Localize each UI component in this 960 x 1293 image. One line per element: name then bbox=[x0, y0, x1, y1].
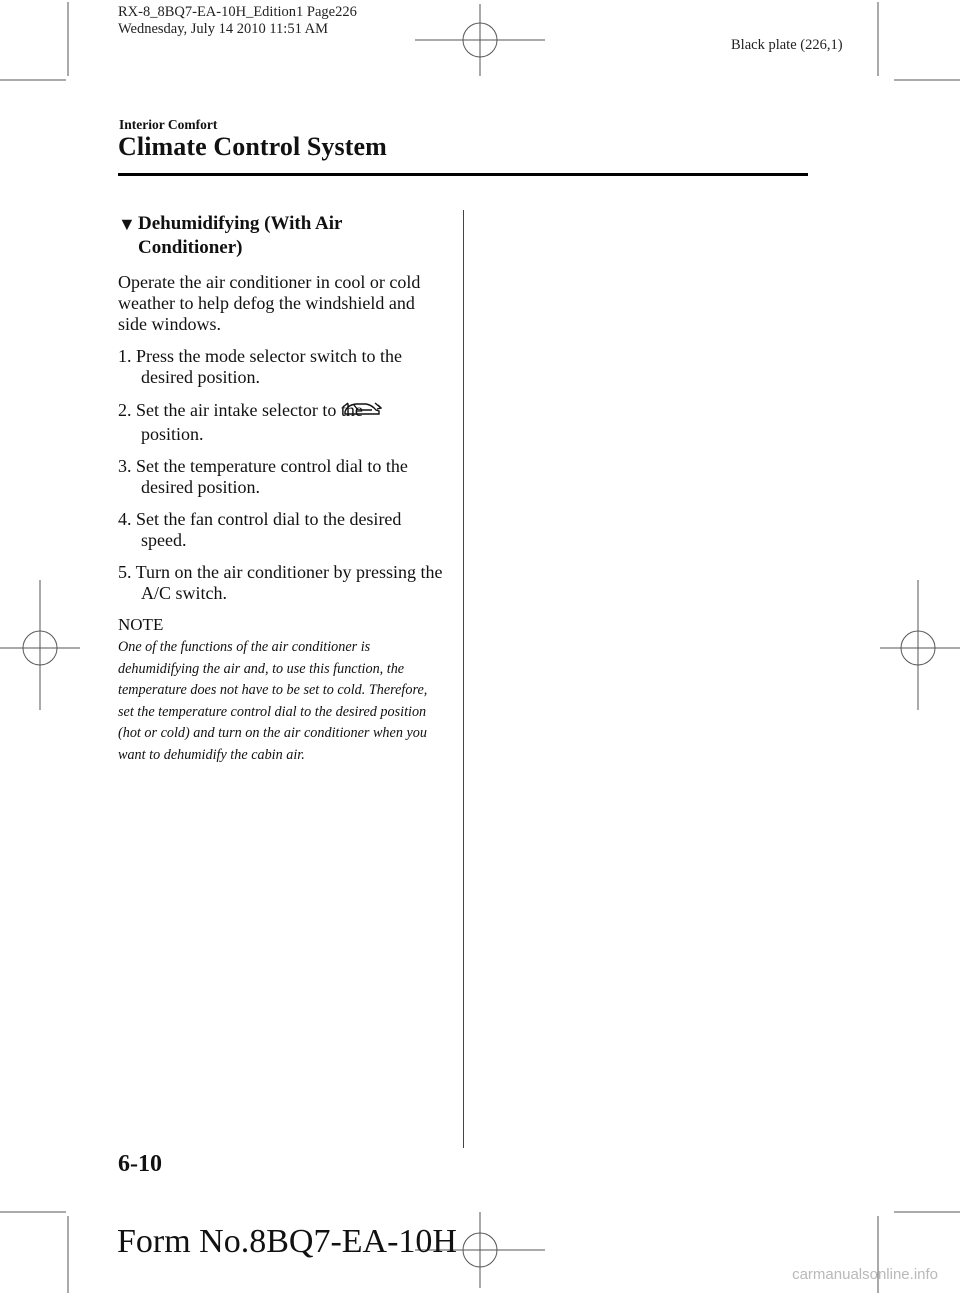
step-text: 2. Set the air intake selector to the bbox=[118, 400, 363, 420]
step-list bbox=[118, 346, 446, 604]
section-label: Interior Comfort bbox=[119, 117, 218, 132]
page-number: 6-10 bbox=[118, 1151, 162, 1177]
step-item: 3. Set the temperature control dial to the desired position. bbox=[118, 456, 408, 497]
step-item: 5. Turn on the air conditioner by pressing the A/C switch. bbox=[118, 562, 443, 603]
step-item: 4. Set the fan control dial to the desired speed. bbox=[118, 509, 402, 550]
subsection-heading bbox=[118, 212, 446, 260]
title-rule bbox=[118, 173, 808, 176]
step-item bbox=[118, 399, 446, 445]
watermark: carmanualsonline.info bbox=[792, 1266, 938, 1283]
content-column bbox=[118, 212, 446, 766]
note-text: One of the functions of the air conditioner is dehumidifying the air and, to use this function, the temperature does not have to be set to cold. Therefore, set the temperature control dial to the desired position (hot or cold) and turn on the air conditioner when you want to dehumidify the cabin air. bbox=[118, 639, 428, 763]
step-text-continued: position. bbox=[141, 424, 204, 444]
column-divider bbox=[463, 210, 464, 1148]
step-item: 1. Press the mode selector switch to the desired position. bbox=[118, 346, 402, 387]
form-number: Form No.8BQ7-EA-10H bbox=[117, 1223, 457, 1260]
note-label: NOTE bbox=[118, 615, 164, 634]
outside-air-icon bbox=[365, 399, 382, 424]
page-title: Climate Control System bbox=[118, 132, 387, 161]
print-file-line: RX-8_8BQ7-EA-10H_Edition1 Page226 bbox=[118, 4, 357, 20]
heading-line-1: Dehumidifying (With Air bbox=[138, 213, 343, 234]
triangle-marker-icon: ▼ bbox=[118, 214, 136, 234]
heading-line-2: Conditioner) bbox=[138, 237, 243, 258]
intro-paragraph: Operate the air conditioner in cool or cold weather to help defog the windshield and side windows. bbox=[118, 272, 421, 334]
print-date-line: Wednesday, July 14 2010 11:51 AM bbox=[118, 21, 329, 37]
plate-label: Black plate (226,1) bbox=[731, 37, 843, 53]
